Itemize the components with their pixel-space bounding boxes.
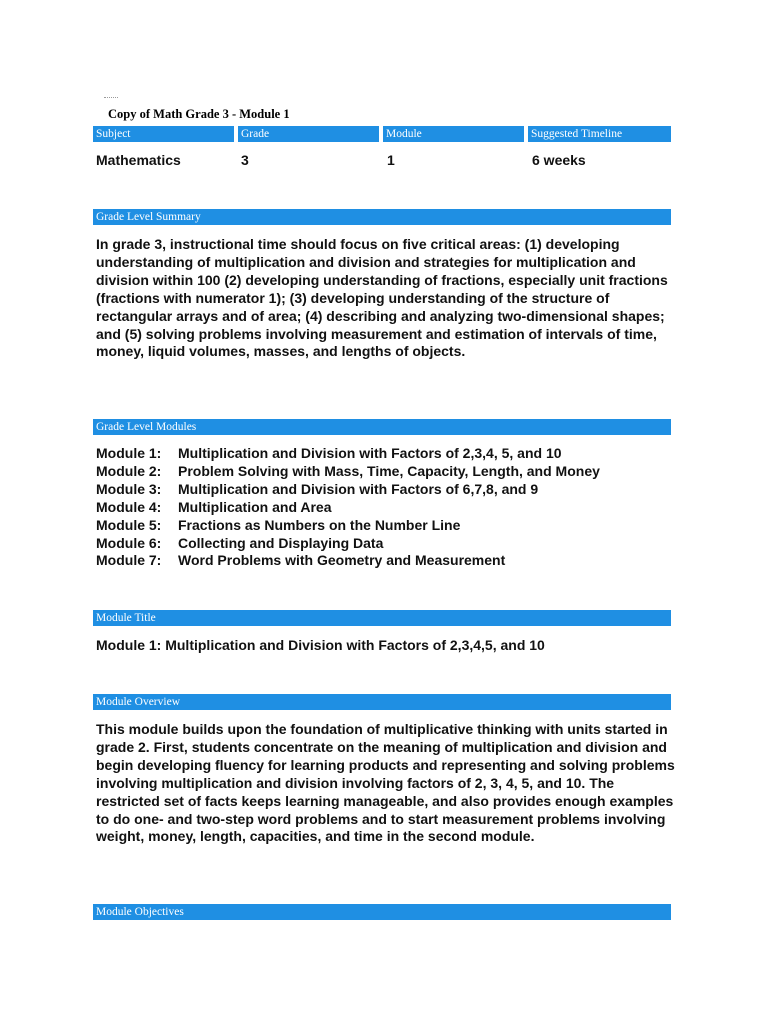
grade-level-modules-heading: Grade Level Modules <box>93 419 671 435</box>
module-label: Module 5: <box>96 516 162 533</box>
module-label: Module 7: <box>96 552 162 569</box>
timeline-header: Suggested Timeline <box>528 126 671 142</box>
module-name: Multiplication and Division with Factors of 2,3,4, 5, and 10 <box>178 445 562 461</box>
module-list-item <box>96 517 600 535</box>
grade-level-summary-text: In grade 3, instructional time should focus on five critical areas: (1) developing understanding of multiplication and division and strategies for multiplication and division within 100 (2) developing understanding of fractions, especially unit fractions (fractions with numerator 1); (3) developing understanding of the structure of rectangular arrays and of area; (4) describing and analyzing two-dimensional shapes; and (5) solving problems involving measurement and estimation of intervals of time, money, liquid volumes, masses, and lengths of objects. <box>96 236 668 360</box>
module-name: Multiplication and Area <box>178 498 332 515</box>
module-overview-heading: Module Overview <box>93 694 671 710</box>
module-overview-text: This module builds upon the foundation of multiplicative thinking with units started in grade 2. First, students concentrate on the meaning of multiplication and division and begin developing fluency for learning products and representing and solving problems involving multiplication and division involving factors of 2, 3, 4, 5, and 10. The restricted set of facts keeps learning manageable, and also provides enough examples to do one- and two-step word problems and to start measurement problems involving weight, money, length, capacities, and time in the second module. <box>96 721 675 845</box>
grade-value: 3 <box>241 152 249 168</box>
module-name: Problem Solving with Mass, Time, Capacity, Length, and Money <box>178 462 600 479</box>
grade-level-modules-list <box>96 445 600 570</box>
module-list-item <box>96 463 600 481</box>
module-value: 1 <box>387 152 395 168</box>
module-list-item <box>96 445 600 463</box>
module-header: Module <box>383 126 524 142</box>
module-label: Module 4: <box>96 498 162 515</box>
module-objectives-heading: Module Objectives <box>93 904 671 920</box>
module-title-heading: Module Title <box>93 610 671 626</box>
module-label: Module 3: <box>96 480 162 497</box>
module-list-item <box>96 552 600 570</box>
module-name: Fractions as Numbers on the Number Line <box>178 516 461 533</box>
info-table-header <box>93 126 671 142</box>
module-name: Collecting and Displaying Data <box>178 534 384 551</box>
timeline-value: 6 weeks <box>532 152 586 168</box>
module-list-item <box>96 499 600 517</box>
grade-header: Grade <box>238 126 379 142</box>
module-name: Multiplication and Division with Factors of 6,7,8, and 9 <box>178 480 539 497</box>
module-name: Word Problems with Geometry and Measurement <box>178 552 506 569</box>
module-list-item <box>96 481 600 499</box>
grade-level-summary-heading: Grade Level Summary <box>93 209 671 225</box>
page-header-mark <box>104 97 118 99</box>
module-title-text: Module 1: Multiplication and Division with Factors of 2,3,4,5, and 10 <box>96 637 545 653</box>
module-label: Module 6: <box>96 534 162 551</box>
module-list-item <box>96 535 600 553</box>
module-label: Module 2: <box>96 462 162 479</box>
subject-value: Mathematics <box>96 152 181 168</box>
subject-header: Subject <box>93 126 234 142</box>
document-title: Copy of Math Grade 3 - Module 1 <box>108 107 290 121</box>
module-label: Module 1: <box>96 445 162 461</box>
